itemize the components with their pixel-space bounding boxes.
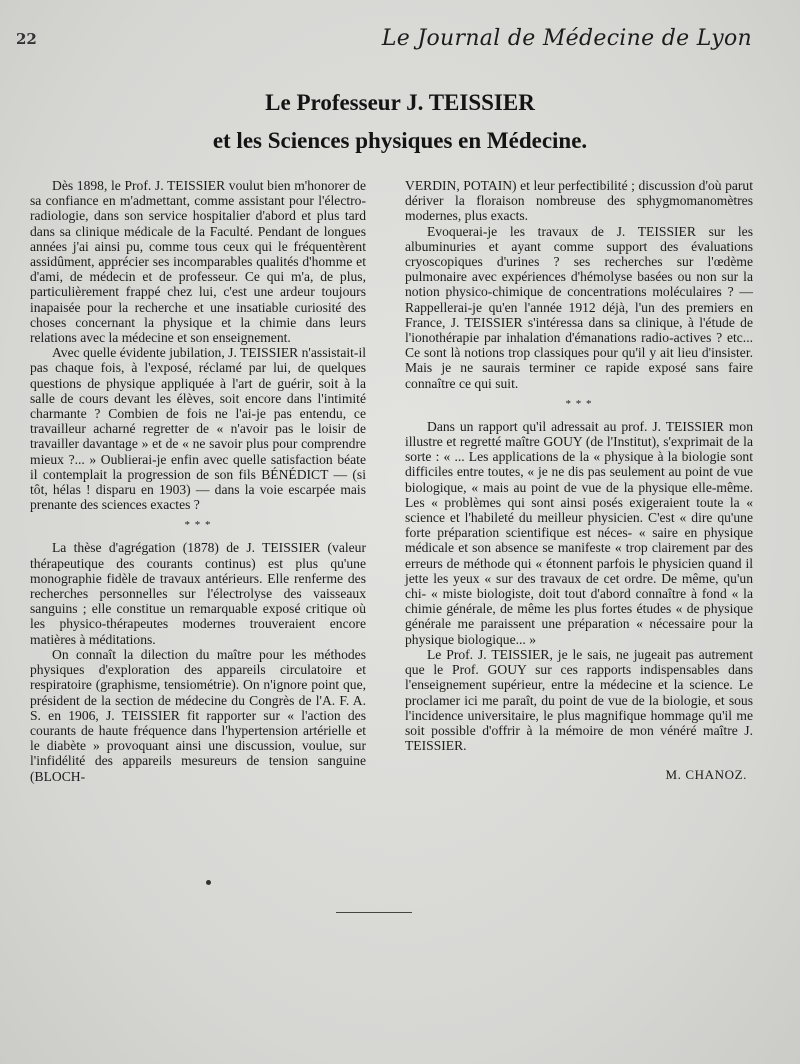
article-title-line-1: Le Professeur J. TEISSIER [265, 90, 535, 115]
article-title-line-2: et les Sciences physiques en Médecine. [212, 128, 588, 153]
ink-dot [206, 880, 211, 885]
right-column [405, 178, 753, 783]
paragraph: La thèse d'agrégation (1878) de J. TEISSIER (valeur thérapeutique des courants continus) est plus qu'une monographie fidèle de travaux antérieurs. Elle renferme des recherches personnelles sur l'électrolyse des vaisseaux sanguins ; elle constitue un remarquable exposé critique où les physico-thérapeutes modernes trouveraient encore matières à méditations. [30, 540, 366, 647]
paragraph: Evoquerai-je les travaux de J. TEISSIER sur les albuminuries et ayant comme support des évaluations cryoscopiques d'urines ? ses recherches sur l'œdème pulmonaire avec expériences d'hémolyse basées ou non sur la notion physico-chimique de concentrations moléculaires ? — Rappellerai-je qu'en l'année 1912 déjà, l'un des premiers en France, J. TEISSIER s'intéressa dans sa clinique, à l'étude de l'ionothérapie par inhalation d'émanations radio-actives ? etc... Ce sont là notions trop classiques pour qu'il y ait lieu d'insister. Mais je ne saurais terminer ce rapide exposé sans faire connaître ce qui suit. [405, 223, 753, 391]
article-title [0, 84, 800, 160]
author-signature: M. CHANOZ. [665, 767, 747, 783]
section-separator-stars: * * * [565, 397, 593, 410]
section-separator-stars: * * * [184, 519, 212, 532]
paragraph: Le Prof. J. TEISSIER, je le sais, ne jugeait pas autrement que le Prof. GOUY sur ces rapports indispensables dans l'enseignement supérieur, entre la médecine et la science. Le proclamer ici me paraît, du point de vue de la biologie, et sous l'incidence universitaire, le plus magnifique hommage qu'il me soit possible d'offrir à la mémoire de mon vénéré maître J. TEISSIER. [405, 646, 753, 754]
paragraph: On connaît la dilection du maître pour les méthodes physiques d'exploration des appareils circulatoire et respiratoire (graphisme, tensiométrie). On n'ignore point que, président de la section de médecine du Congrès de l'A. F. A. S. en 1906, J. TEISSIER fit rapporter sur « l'action des courants de haute fréquence dans l'hypertension artérielle et le diabète » provoquant ainsi une discussion, voulue, sur l'infidélité des appareils mesureurs de tension sanguine (BLOCH- [30, 646, 366, 784]
footer-rule [336, 912, 412, 913]
page-number: 22 [16, 30, 37, 48]
paragraph-continuation: VERDIN, POTAIN) et leur perfectibilité ; discussion d'où parut dériver la floraison nombreuse des sphygmomanomètres modernes, plus exacts. [405, 178, 753, 224]
paragraph: Dans un rapport qu'il adressait au prof. J. TEISSIER mon illustre et regretté maître GOUY (de l'Institut), s'exprimait de la sorte : « ... Les applications de la « physique à la biologie sont difficiles entre toutes, « je ne dis pas seulement au point de vue biologique, « mais au point de vue de la physique elle-même. Les « problèmes qui sont ainsi posés exigeraient toute la « science et l'habileté du meilleur physicien. C'est « dire qu'une forte préparation scientifique est néces- « saire en physique médicale et son absence se manifeste « trop clairement par des erreurs de méthode qui « étonnent parfois le physicien quand il jette les yeux « sur des travaux de cet ordre. De même, qu'un chi- « miste biologiste, doit tout d'abord connaître à fond « la chimie générale, de même les plus fortes études « de physique générale me paraissent une préparation « nécessaire pour la physique biologique... » [405, 418, 753, 647]
journal-title: Le Journal de Médecine de Lyon [381, 26, 752, 51]
paragraph: Avec quelle évidente jubilation, J. TEISSIER n'assistait-il pas chaque fois, à l'exposé, réclamé par lui, de quelques questions de physique appliquée à l'art de guérir, soit à la salle de cours devant les élèves, soit encore dans l'intimité charmante ? Combien de fois ne l'ai-je pas entendu, ce travailleur acharné regretter de « n'avoir pas le loisir de travailler davantage » et de « ne savoir plus pour comprendre mieux ?... » Oublierai-je enfin avec quelle satisfaction béate il contemplait la progression de son fils BÉNÉDICT — (si tôt, hélas ! disparu en 1903) — dans la voie escarpée mais prenante des sciences exactes ? [30, 345, 366, 513]
paragraph: Dès 1898, le Prof. J. TEISSIER voulut bien m'honorer de sa confiance en m'admettant, comme assistant pour l'électro-radiologie, dans son service hospitalier d'abord et plus tard dans sa clinique médicale de la Faculté. Pendant de longues années j'ai ainsi pu, comme tous ceux qui le fréquentèrent assidûment, apprécier ses incomparables qualités d'homme et d'ami, de médecin et de professeur. Ce qui m'a, de plus, particulièrement frappé chez lui, c'est une ardeur toujours inapaisée pour la recherche et une insatiable curiosité des choses concernant la physique et la chimie dans leurs relations avec la médecine et son enseignement. [30, 178, 366, 346]
left-column [30, 178, 366, 784]
